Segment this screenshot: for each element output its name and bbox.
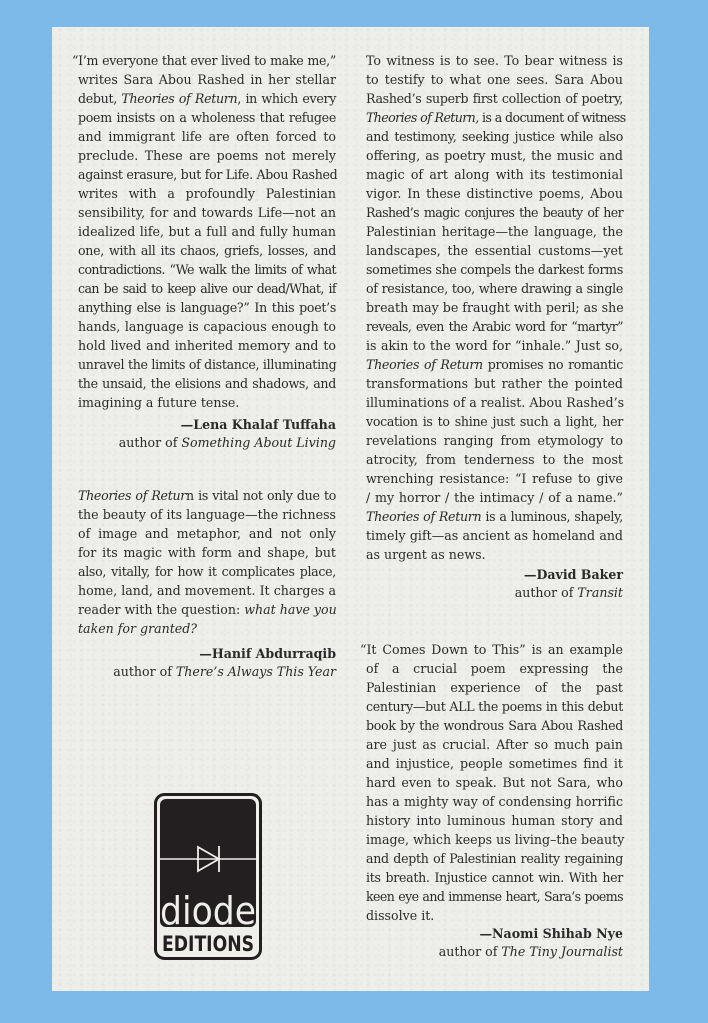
text-line: of resistance, too, where drawing a single [366, 281, 623, 296]
diode-editions-logo [154, 793, 262, 960]
text-line [78, 486, 336, 505]
text-line [78, 600, 336, 619]
italic-title: Theories of Return [121, 91, 238, 106]
text-line: hard even to speak. But not Sara, who [366, 775, 623, 790]
text-segment: promises no romantic [482, 357, 623, 372]
text-line: atrocity, from tenderness to the most [366, 452, 623, 467]
text-line: Rashed’s superb first collection of poetry, [366, 91, 623, 106]
attribution-tuffaha [78, 416, 336, 452]
text-line: keen eye and immense heart, Sara’s poems [366, 889, 623, 904]
text-line: sometimes she compels the darkest forms [366, 262, 623, 277]
attribution-baker [366, 566, 623, 602]
attribution-book: author of There’s Always This Year [113, 664, 336, 679]
text-line: unravel the limits of distance, illuminating [78, 357, 337, 372]
text-line: To witness is to see. To bear witness is [366, 53, 623, 68]
text-line: landscapes, the essential customs—yet [366, 243, 623, 258]
text-line: reveals, even the Arabic word for “martyr” [366, 319, 623, 334]
text-segment: is a document of witness [478, 110, 626, 125]
text-line [78, 619, 336, 638]
italic-title: Theories of Return [366, 509, 482, 524]
text-segment: debut, [78, 91, 122, 106]
text-line: one, with all its chaos, griefs, losses, and [78, 243, 336, 258]
logo-subtitle: EDITIONS [162, 932, 254, 956]
text-line: of image and metaphor, and not only [78, 526, 336, 541]
text-line: anything else is language?” In this poet’s [78, 300, 336, 315]
text-line: image, which keeps us living–the beauty [366, 832, 625, 847]
text-line: vocation is to shine just such a light, her [366, 414, 623, 429]
text-line [366, 108, 626, 127]
text-line: sensibility, for and towards Life—not an [78, 205, 336, 220]
italic-title: Theories of Return, [366, 110, 479, 125]
text-line: “It Comes Down to This” is an example [360, 642, 623, 657]
text-line: as urgent as news. [366, 547, 486, 562]
italic-title: Theories of Retur [78, 488, 186, 503]
text-line: and injustice, people sometimes find it [366, 756, 623, 771]
text-line: and testimony, seeking justice while also [366, 129, 623, 144]
text-line: preclude. These are poems not merely [78, 148, 336, 163]
text-line: revelations ranging from etymology to [366, 433, 623, 448]
text-line [366, 355, 623, 374]
text-segment: n is vital not only due to [185, 488, 336, 503]
text-line: wrenching resistance: “I refuse to give [366, 471, 623, 486]
text-line: transformations but rather the pointed [366, 376, 623, 391]
attribution-name: —Naomi Shihab Nye [479, 926, 623, 941]
attribution-book: author of Something About Living [118, 435, 336, 450]
text-line: vigor. In these distinctive poems, Abou [366, 186, 623, 201]
text-line [366, 507, 623, 526]
text-line: “I’m everyone that ever lived to make me,” [72, 53, 336, 68]
attribution-book: author of Transit [514, 585, 623, 600]
blurb-nye [360, 640, 625, 925]
attribution-name: —Hanif Abdurraqib [199, 646, 336, 661]
text-line: of a crucial poem expressing the [366, 661, 623, 676]
italic-title: taken for granted? [78, 621, 198, 636]
blurb-baker [366, 51, 626, 564]
text-line: history into luminous human story and [366, 813, 623, 828]
text-line: the beauty of its language—the richness [78, 507, 336, 522]
text-line: for its magic with form and shape, but [78, 545, 336, 560]
text-line: illuminations of a realist. Abou Rashed’s [366, 395, 625, 410]
logo-wordmark: diode [160, 889, 256, 933]
italic-title: Theories of Return [366, 357, 483, 372]
attribution-abdurraqib [78, 645, 336, 681]
text-line: Rashed’s magic conjures the beauty of her [366, 205, 623, 220]
blurb-abdurraqib [78, 486, 336, 638]
text-line: can be said to keep alive our dead/What, if [78, 281, 336, 296]
text-segment: reader with the question: [78, 602, 245, 617]
text-line: has a mighty way of condensing horrific [366, 794, 623, 809]
italic-title: what have you [244, 602, 337, 617]
text-line: magic of art along with its testimonial [366, 167, 623, 182]
attribution-name: —Lena Khalaf Tuffaha [180, 417, 336, 432]
text-line: is akin to the word for “inhale.” Just so, [366, 338, 623, 353]
text-line: idealized life, but a full and fully human [78, 224, 336, 239]
text-line: century—but ALL the poems in this debut [366, 699, 623, 714]
attribution-nye [366, 925, 623, 961]
text-line: / my horror / the intimacy / of a name.” [366, 490, 623, 505]
text-line: poem insists on a wholeness that refugee [78, 110, 336, 125]
blurb-tuffaha [72, 51, 338, 412]
text-line: timely gift—as ancient as homeland and [366, 528, 623, 543]
text-line: and depth of Palestinian reality regaining [366, 851, 623, 866]
text-line: dissolve it. [366, 908, 435, 923]
text-line: home, land, and movement. It charges a [78, 583, 336, 598]
text-line: and immigrant life are often forced to [78, 129, 336, 144]
text-line: are just as crucial. After so much pain [366, 737, 623, 752]
text-line: Palestinian experience of the past [366, 680, 623, 695]
text-segment: is a luminous, shapely, [481, 509, 623, 524]
text-line: against erasure, but for Life. Abou Rashed [78, 167, 338, 182]
attribution-name: —David Baker [523, 567, 623, 582]
text-line: writes with a profoundly Palestinian [78, 186, 336, 201]
text-line: also, vitally, for how it complicates place, [78, 564, 336, 579]
text-line: hands, language is capacious enough to [78, 319, 336, 334]
attribution-book: author of The Tiny Journalist [438, 944, 623, 959]
text-line: imagining a future tense. [78, 395, 240, 410]
text-line: breath may be fraught with peril; as she [366, 300, 624, 315]
text-line: its breath. Injustice cannot win. With her [366, 870, 623, 885]
text-line: hold lived and inherited memory and to [78, 338, 336, 353]
text-line: to testify to what one sees. Sara Abou [366, 72, 623, 87]
text-line: the unsaid, the elisions and shadows, and [78, 376, 336, 391]
text-line: offering, as poetry must, the music and [366, 148, 623, 163]
text-line: book by the wondrous Sara Abou Rashed [366, 718, 623, 733]
text-line: writes Sara Abou Rashed in her stellar [78, 72, 336, 87]
text-line: contradictions. “We walk the limits of what [78, 262, 336, 277]
text-line [78, 89, 336, 108]
text-line: Palestinian heritage—the language, the [366, 224, 623, 239]
text-segment: , in which every [237, 91, 337, 106]
